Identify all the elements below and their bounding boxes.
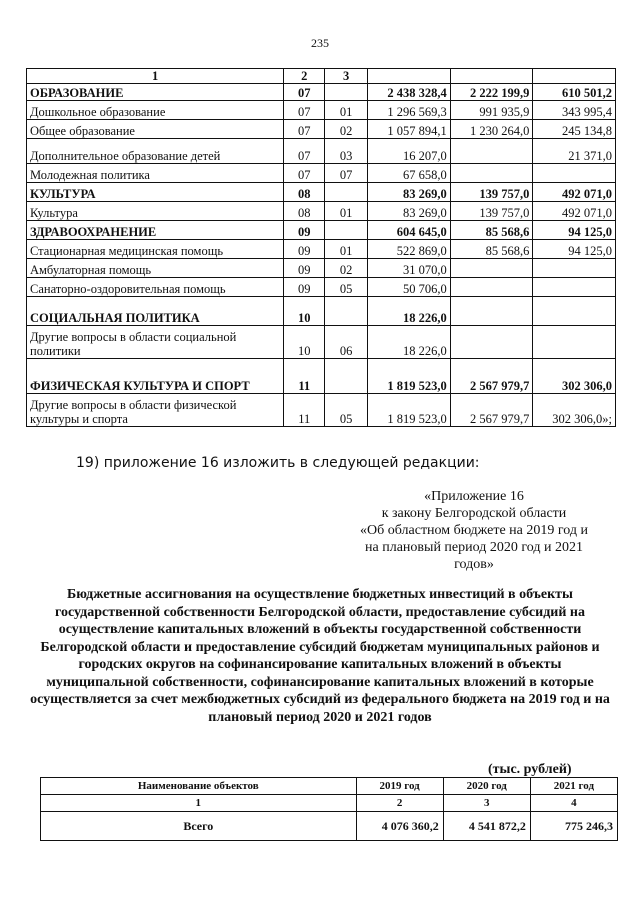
row-name: Дополнительное образование детей <box>27 139 284 164</box>
table-row <box>27 139 616 164</box>
section-code: 09 <box>284 259 325 278</box>
amendment-paragraph: 19) приложение 16 изложить в следующей редакции: <box>76 455 480 471</box>
value-2021: 492 071,0 <box>533 183 616 202</box>
value-2019: 18 226,0 <box>368 326 451 359</box>
value-2019: 522 869,0 <box>368 240 451 259</box>
column-header: Наименование объектов <box>41 778 357 795</box>
value-2021 <box>533 297 616 326</box>
value-2021: 302 306,0»; <box>533 394 616 427</box>
table-row <box>27 183 616 202</box>
table-row <box>27 84 616 101</box>
value-2020 <box>450 326 533 359</box>
section-code: 11 <box>284 359 325 394</box>
value-2020: 2 567 979,7 <box>450 359 533 394</box>
subsection-code: 02 <box>325 120 368 139</box>
value-2020 <box>450 139 533 164</box>
table-header-row <box>27 69 616 84</box>
subsection-code: 01 <box>325 202 368 221</box>
value-2019: 1 819 523,0 <box>368 394 451 427</box>
column-header <box>450 69 533 84</box>
value-2019: 83 269,0 <box>368 202 451 221</box>
subsection-code: 05 <box>325 278 368 297</box>
value-2020: 139 757,0 <box>450 183 533 202</box>
table-row <box>27 359 616 394</box>
total-2021: 775 246,3 <box>530 812 617 841</box>
annex-line: годов» <box>454 557 494 572</box>
section-code: 07 <box>284 164 325 183</box>
row-name: Другие вопросы в области социальной политики <box>27 326 284 359</box>
value-2021: 245 134,8 <box>533 120 616 139</box>
value-2020 <box>450 278 533 297</box>
row-name: Общее образование <box>27 120 284 139</box>
value-2021: 21 371,0 <box>533 139 616 164</box>
document-title: Бюджетные ассигнования на осуществление бюджетных инвестиций в объекты государственной собственности Белгородской области, предоставление субсидий на осуществление капитальных вложений в объекты государственной собственности Белгородской области и предоставление субсидий бюджетам муниципальных районов и городских округов на софинансирование капитальных вложений в объекты муниципальной собственности, софинансирование капитальных вложений в которые осуществляется за счет межбюджетных субсидий из федерального бюджета на 2019 год и на плановый период 2020 и 2021 годов <box>30 587 610 725</box>
subsection-code: 03 <box>325 139 368 164</box>
row-name: Культура <box>27 202 284 221</box>
subsection-code <box>325 359 368 394</box>
annex-line: к закону Белгородской области <box>381 506 567 521</box>
row-name: КУЛЬТУРА <box>27 183 284 202</box>
subsection-code <box>325 297 368 326</box>
value-2019: 50 706,0 <box>368 278 451 297</box>
total-2019: 4 076 360,2 <box>356 812 443 841</box>
row-name: ЗДРАВООХРАНЕНИЕ <box>27 221 284 240</box>
row-name: Амбулаторная помощь <box>27 259 284 278</box>
value-2021: 610 501,2 <box>533 84 616 101</box>
total-row <box>41 812 618 841</box>
value-2021: 492 071,0 <box>533 202 616 221</box>
value-2021: 94 125,0 <box>533 240 616 259</box>
value-2019: 83 269,0 <box>368 183 451 202</box>
row-name: Другие вопросы в области физической культуры и спорта <box>27 394 284 427</box>
page-number: 235 <box>311 36 329 50</box>
column-number: 2 <box>356 795 443 812</box>
section-code: 09 <box>284 240 325 259</box>
subsection-code: 06 <box>325 326 368 359</box>
table-header-row <box>41 778 618 795</box>
section-code: 07 <box>284 101 325 120</box>
value-2019: 1 057 894,1 <box>368 120 451 139</box>
value-2020: 2 567 979,7 <box>450 394 533 427</box>
value-2019: 18 226,0 <box>368 297 451 326</box>
value-2020: 85 568,6 <box>450 221 533 240</box>
value-2019: 604 645,0 <box>368 221 451 240</box>
column-header <box>533 69 616 84</box>
row-name: ОБРАЗОВАНИЕ <box>27 84 284 101</box>
column-header: 2021 год <box>530 778 617 795</box>
table-row <box>27 164 616 183</box>
table-row <box>27 394 616 427</box>
subsection-code <box>325 221 368 240</box>
value-2019: 2 438 328,4 <box>368 84 451 101</box>
value-2021: 343 995,4 <box>533 101 616 120</box>
table-row <box>27 240 616 259</box>
table-row <box>27 278 616 297</box>
row-name: СОЦИАЛЬНАЯ ПОЛИТИКА <box>27 297 284 326</box>
subsection-code: 07 <box>325 164 368 183</box>
column-header: 1 <box>27 69 284 84</box>
value-2019: 1 819 523,0 <box>368 359 451 394</box>
value-2020 <box>450 297 533 326</box>
value-2021: 302 306,0 <box>533 359 616 394</box>
section-code: 10 <box>284 326 325 359</box>
section-code: 08 <box>284 183 325 202</box>
table-row <box>27 297 616 326</box>
value-2020: 139 757,0 <box>450 202 533 221</box>
section-code: 07 <box>284 84 325 101</box>
value-2020 <box>450 164 533 183</box>
column-number: 3 <box>443 795 530 812</box>
table-row <box>27 202 616 221</box>
section-code: 10 <box>284 297 325 326</box>
total-2020: 4 541 872,2 <box>443 812 530 841</box>
row-name: Дошкольное образование <box>27 101 284 120</box>
column-header: 2020 год <box>443 778 530 795</box>
units-label: (тыс. рублей) <box>488 762 572 777</box>
subsection-code: 01 <box>325 240 368 259</box>
row-name: Молодежная политика <box>27 164 284 183</box>
annex-line: «Приложение 16 <box>424 489 524 504</box>
investments-table <box>40 777 618 841</box>
value-2020: 991 935,9 <box>450 101 533 120</box>
table-row <box>27 259 616 278</box>
annex-heading <box>340 488 608 573</box>
subsection-code: 01 <box>325 101 368 120</box>
section-code: 07 <box>284 139 325 164</box>
value-2020: 2 222 199,9 <box>450 84 533 101</box>
value-2021 <box>533 326 616 359</box>
subsection-code <box>325 183 368 202</box>
value-2021 <box>533 278 616 297</box>
table-row <box>27 221 616 240</box>
column-number: 4 <box>530 795 617 812</box>
table-row <box>27 101 616 120</box>
value-2021 <box>533 259 616 278</box>
section-code: 08 <box>284 202 325 221</box>
subsection-code <box>325 84 368 101</box>
column-header: 2019 год <box>356 778 443 795</box>
table-row <box>27 120 616 139</box>
value-2020: 85 568,6 <box>450 240 533 259</box>
column-number-row <box>41 795 618 812</box>
value-2021: 94 125,0 <box>533 221 616 240</box>
total-label: Всего <box>41 812 357 841</box>
annex-line: «Об областном бюджете на 2019 год и <box>360 523 588 538</box>
section-code: 11 <box>284 394 325 427</box>
value-2020 <box>450 259 533 278</box>
row-name: Стационарная медицинская помощь <box>27 240 284 259</box>
column-header <box>368 69 451 84</box>
section-code: 09 <box>284 278 325 297</box>
section-code: 09 <box>284 221 325 240</box>
subsection-code: 02 <box>325 259 368 278</box>
value-2019: 67 658,0 <box>368 164 451 183</box>
subsection-code: 05 <box>325 394 368 427</box>
column-header: 3 <box>325 69 368 84</box>
budget-table <box>26 68 616 427</box>
row-name: Санаторно-оздоровительная помощь <box>27 278 284 297</box>
annex-line: на плановый период 2020 год и 2021 <box>365 540 583 555</box>
value-2021 <box>533 164 616 183</box>
section-code: 07 <box>284 120 325 139</box>
value-2019: 31 070,0 <box>368 259 451 278</box>
row-name: ФИЗИЧЕСКАЯ КУЛЬТУРА И СПОРТ <box>27 359 284 394</box>
table-row <box>27 326 616 359</box>
column-header: 2 <box>284 69 325 84</box>
value-2020: 1 230 264,0 <box>450 120 533 139</box>
value-2019: 16 207,0 <box>368 139 451 164</box>
column-number: 1 <box>41 795 357 812</box>
value-2019: 1 296 569,3 <box>368 101 451 120</box>
